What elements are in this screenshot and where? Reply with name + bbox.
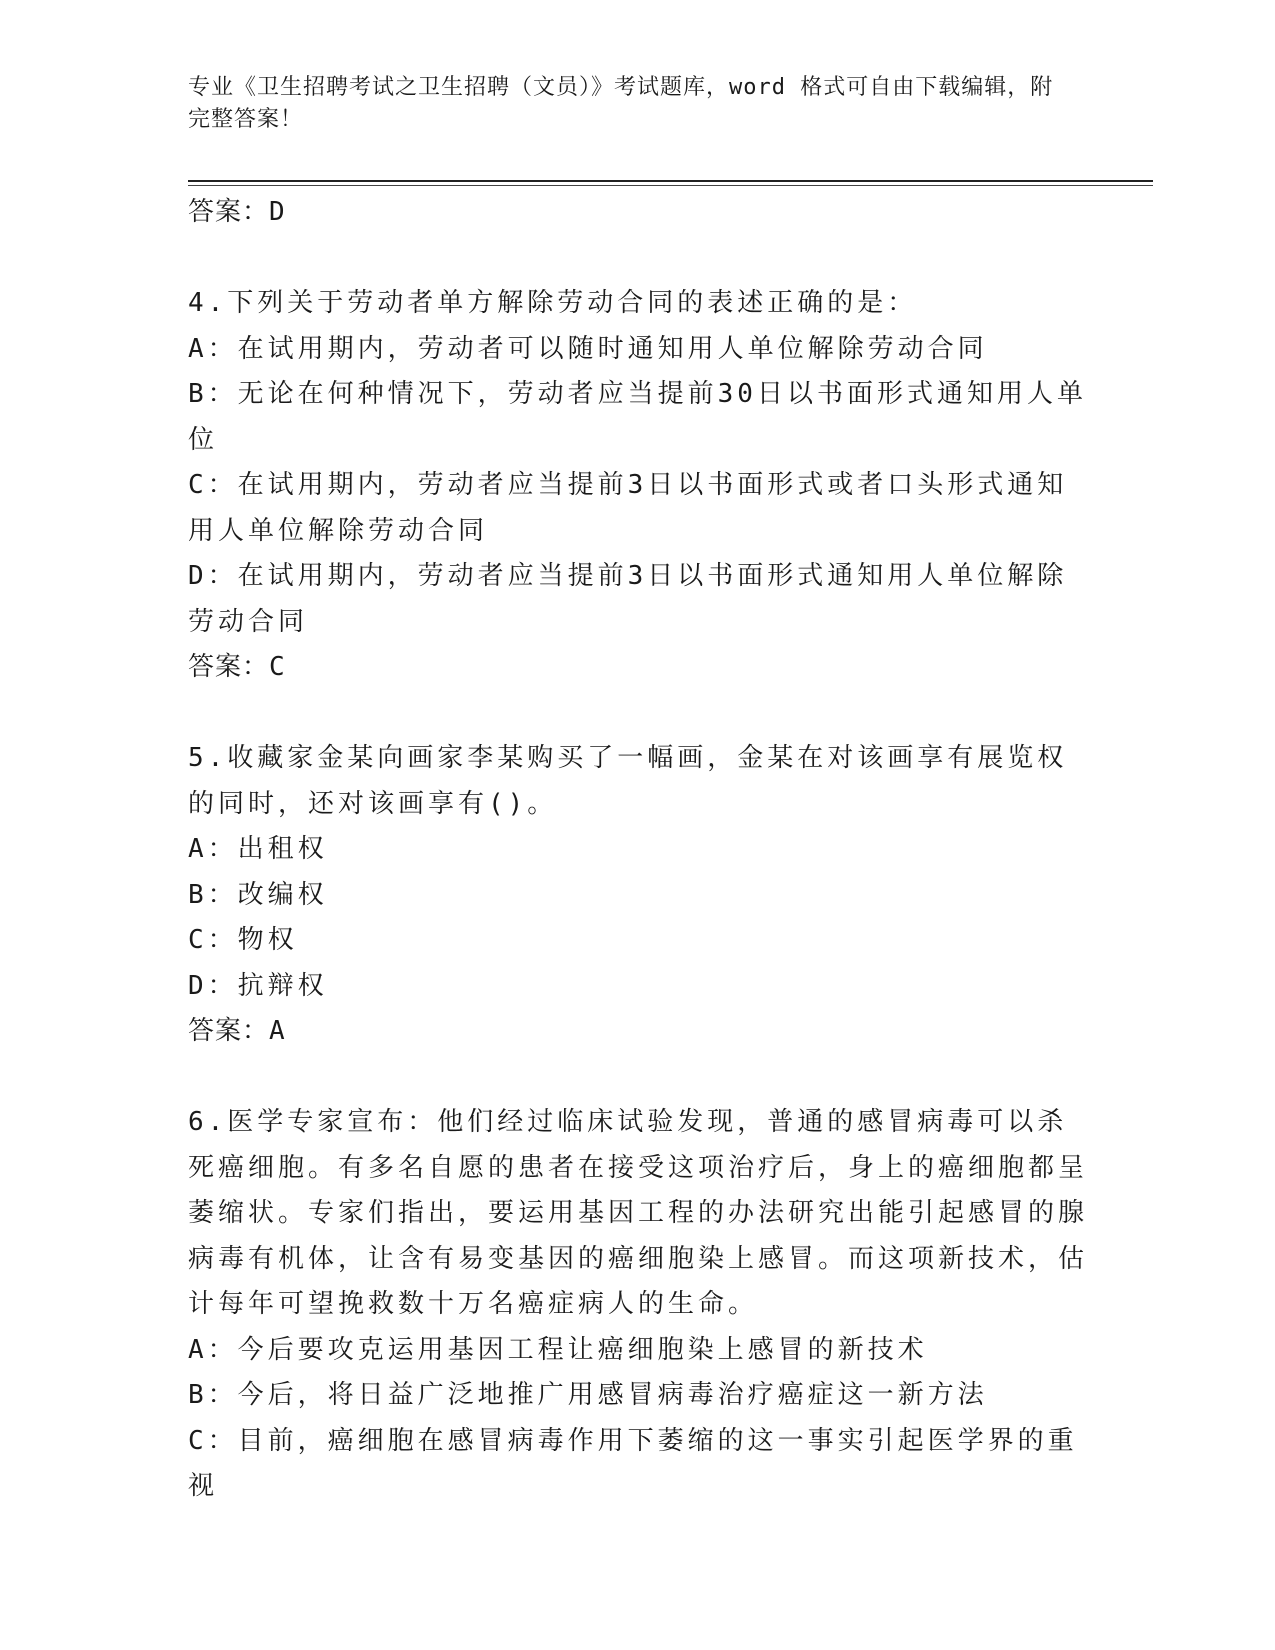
spacer xyxy=(188,691,1088,737)
answer-line: 答案：A xyxy=(188,1016,286,1046)
page-header xyxy=(188,72,1068,136)
question-stem: 5.收藏家金某向画家李某购买了一幅画，金某在对该画享有展览权的同时，还对该画享有()。 xyxy=(188,743,1068,819)
spacer xyxy=(188,236,1088,282)
option-b: B：改编权 xyxy=(188,879,328,910)
header-rule-thin xyxy=(188,185,1153,186)
option-a: A：在试用期内，劳动者可以随时通知用人单位解除劳动合同 xyxy=(188,333,988,364)
option-d: D：抗辩权 xyxy=(188,970,328,1001)
option-a: A：今后要攻克运用基因工程让癌细胞染上感冒的新技术 xyxy=(188,1334,928,1365)
document-body xyxy=(188,190,1088,1510)
spacer xyxy=(188,1055,1088,1101)
question-4 xyxy=(188,281,1088,691)
option-c: C：在试用期内，劳动者应当提前3日以书面形式或者口头形式通知用人单位解除劳动合同 xyxy=(188,470,1068,546)
option-a: A：出租权 xyxy=(188,834,328,864)
header-title: 专业《卫生招聘考试之卫生招聘（文员）》考试题库，word 格式可自由下载编辑，附完整答案！ xyxy=(188,75,1054,132)
header-rule-thick xyxy=(188,180,1153,182)
question-5 xyxy=(188,736,1088,1055)
answer-line: 答案：C xyxy=(188,652,286,682)
question-stem: 6.医学专家宣布：他们经过临床试验发现，普通的感冒病毒可以杀死癌细胞。有多名自愿的患者在接受这项治疗后，身上的癌细胞都呈萎缩状。专家们指出，要运用基因工程的办法研究出能引起感冒的腺病毒有机体，让含有易变基因的癌细胞染上感冒。而这项新技术，估计每年可望挽救数十万名癌症病人的生命。 xyxy=(188,1107,1089,1319)
question-6 xyxy=(188,1100,1088,1510)
option-d: D：在试用期内，劳动者应当提前3日以书面形式通知用人单位解除劳动合同 xyxy=(188,561,1068,637)
option-c: C：目前，癌细胞在感冒病毒作用下萎缩的这一事实引起医学界的重视 xyxy=(188,1425,1078,1501)
option-c: C：物权 xyxy=(188,925,298,955)
option-b: B：无论在何种情况下，劳动者应当提前30日以书面形式通知用人单位 xyxy=(188,379,1087,455)
option-b: B：今后，将日益广泛地推广用感冒病毒治疗癌症这一新方法 xyxy=(188,1380,988,1410)
question-stem: 4.下列关于劳动者单方解除劳动合同的表述正确的是： xyxy=(188,288,918,318)
answer-line: 答案：D xyxy=(188,197,286,227)
